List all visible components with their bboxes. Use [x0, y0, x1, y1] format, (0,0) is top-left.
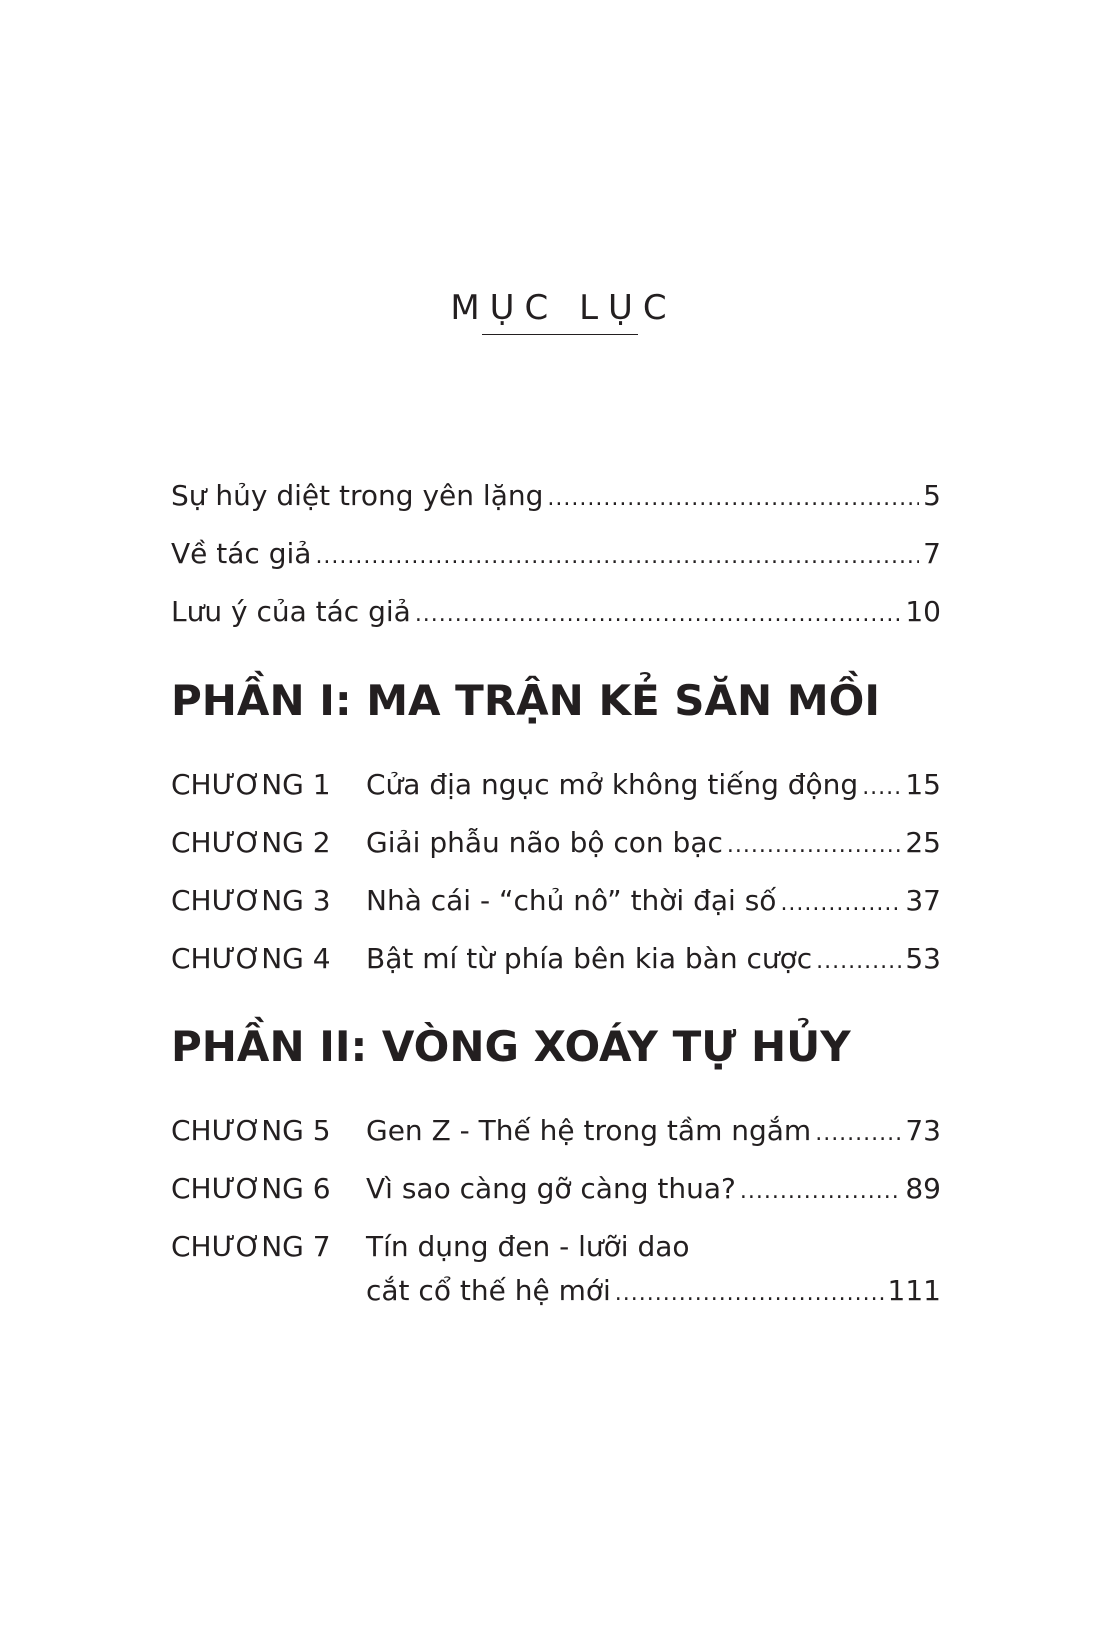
heading-underline	[482, 334, 638, 335]
chapter-page-number: 53	[905, 942, 941, 975]
dot-leader	[547, 481, 919, 517]
entry-title: Lưu ý của tác giả	[171, 595, 411, 628]
entry-page-number: 7	[923, 537, 941, 570]
chapter-page-number: 15	[905, 768, 941, 801]
chapter-title: Bật mí từ phía bên kia bàn cược	[366, 942, 813, 975]
chapter-title: Giải phẫu não bộ con bạc	[366, 826, 723, 859]
chapter-page-number: 37	[905, 884, 941, 917]
part-1-title[interactable]: PHẦN I: MA TRẬN KẺ SĂN MỒI	[171, 676, 880, 725]
chapter-page-number: 89	[905, 1172, 941, 1205]
chapter-label: CHƯƠNG 3	[171, 884, 331, 917]
toc-entry-front-2[interactable]	[171, 536, 941, 575]
dot-leader	[816, 944, 901, 980]
dot-leader	[415, 597, 902, 633]
entry-page-number: 10	[905, 595, 941, 628]
toc-heading: MỤC LỤC	[450, 288, 677, 328]
chapter-title: Nhà cái - “chủ nô” thời đại số	[366, 884, 777, 917]
chapter-label: CHƯƠNG 7	[171, 1230, 331, 1263]
chapter-label: CHƯƠNG 1	[171, 768, 331, 801]
toc-entry-front-1[interactable]	[171, 478, 941, 517]
chapter-label: CHƯƠNG 4	[171, 942, 331, 975]
chapter-label: CHƯƠNG 6	[171, 1172, 331, 1205]
dot-leader	[780, 886, 901, 922]
entry-title: Sự hủy diệt trong yên lặng	[171, 479, 544, 512]
chapter-page-number: 73	[905, 1114, 941, 1147]
chapter-title: Gen Z - Thế hệ trong tầm ngắm	[366, 1114, 812, 1147]
dot-leader	[315, 539, 919, 575]
dot-leader	[740, 1174, 902, 1210]
chapter-page-number: 111	[887, 1274, 941, 1307]
dot-leader	[615, 1276, 884, 1312]
chapter-title-line-1: Tín dụng đen - lưỡi dao	[366, 1230, 690, 1263]
chapter-title: Vì sao càng gỡ càng thua?	[366, 1172, 736, 1205]
entry-title: Về tác giả	[171, 537, 312, 570]
part-2-title[interactable]: PHẦN II: VÒNG XOÁY TỰ HỦY	[171, 1022, 851, 1071]
chapter-title: Cửa địa ngục mở không tiếng động	[366, 768, 859, 801]
chapter-page-number: 25	[905, 826, 941, 859]
dot-leader	[862, 770, 901, 806]
dot-leader	[815, 1116, 901, 1152]
chapter-label: CHƯƠNG 2	[171, 826, 331, 859]
entry-page-number: 5	[923, 479, 941, 512]
chapter-label: CHƯƠNG 5	[171, 1114, 331, 1147]
toc-entry-front-3[interactable]	[171, 594, 941, 633]
dot-leader	[727, 828, 901, 864]
chapter-title-line-2: cắt cổ thế hệ mới	[366, 1274, 611, 1307]
